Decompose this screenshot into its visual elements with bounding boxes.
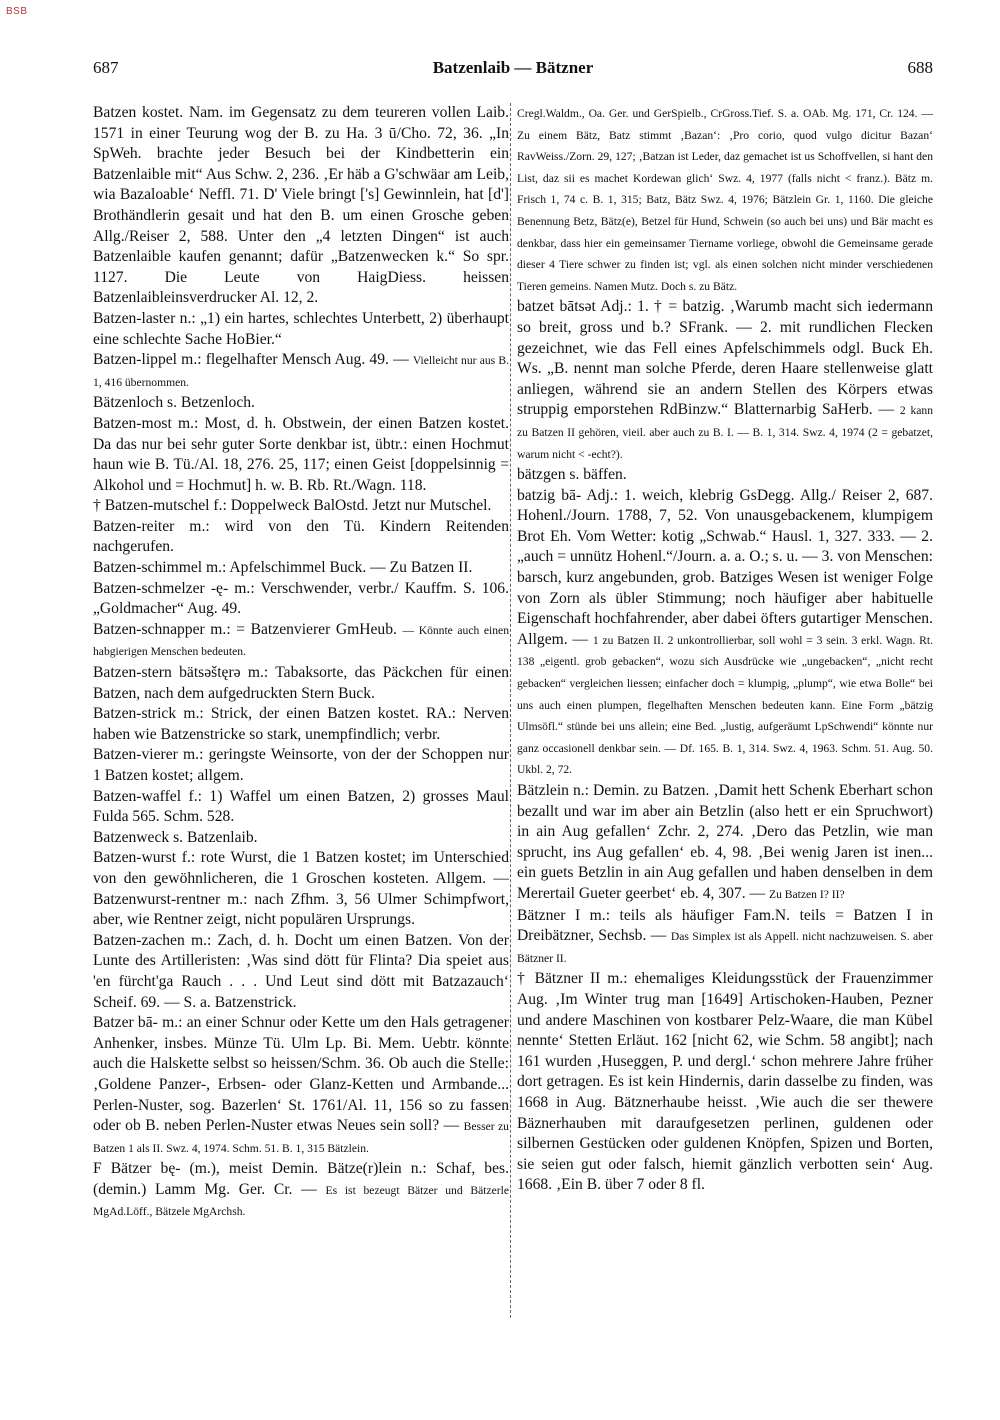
entry-text: Batzen-schmelzer -ę- m.: Verschwender, verbr./ Kauffm. S. 106. „Goldmacher“ Aug. 49. xyxy=(93,579,509,618)
page-number-left: 687 xyxy=(93,58,119,77)
page-header xyxy=(93,58,933,84)
entry-text: F Bätzer bę- (m.), meist Demin. Bätze(r)lein n.: Schaf, bes. (demin.) Lamm Mg. Ger. Cr. — xyxy=(93,1160,509,1198)
dictionary-entry xyxy=(93,1013,509,1159)
entry-note: Das Simplex ist als Appell. nicht nachzuweisen. S. aber Bätzner II. xyxy=(517,930,933,965)
entry-note: Cregl.Waldm., Oa. Ger. und GerSpielb., CrGross.Tief. S. a. OAb. Mg. 171, Cr. 124. — Zu einem Bätz, Batz stimmt ‚Bazan‘: ‚Pro corio, quod vulgo dicitur Bazan‘ RavWeiss./Zorn. 29, 127; ‚Batzan ist Leder, daz gemachet ist us Schoffvellen, si hant den List, daz sii es machet Kordewan glich‘ Swz. 4, 1977 (falls nicht < franz.). Bätz m. Frisch 1, 74 c. B. 1, 315; Batz, Bätz Swz. 4, 1976; Bätzlein Gr. 1, 1160. Die gleiche Benennung Betz, Bätz(e), Betzel für Hund, Schwein (so auch bei uns) und Bär macht es denkbar, dass hier ein gemeinsamer Tiername vorliege, obwohl die Gemeinsame gerade dieser 4 Tiere schwer zu finden ist; vgl. als einen solchen nicht minder verschiedenen Tieren gemeins. Namen Mutz. Doch s. zu Bätz. xyxy=(517,107,933,293)
entry-text: † Batzen-mutschel f.: Doppelweck BalOstd. Jetzt nur Mutschel. xyxy=(93,497,492,515)
entry-text: Bätzner I m.: teils als häufiger Fam.N. teils = Batzen I in Dreibätzner, Sechsb. — xyxy=(517,906,933,945)
entry-text: Batzen-laster n.: „1) ein hartes, schlechtes Unterbett, 2) überhaupt eine schlechte Sache HoBier.“ xyxy=(93,309,509,348)
right-column xyxy=(517,103,933,1196)
dictionary-entry xyxy=(93,103,509,309)
dictionary-entry xyxy=(517,486,933,781)
dictionary-entry xyxy=(93,745,509,786)
dictionary-entry xyxy=(93,787,509,828)
left-column xyxy=(93,103,509,1223)
dictionary-entry xyxy=(517,465,933,486)
entry-text: Batzen-zachen m.: Zach, d. h. Docht um einen Batzen. Von der Lunte des Artilleristen: ‚Was sind dött für Flinta? Dia speiet aus 'en fürcht'ga Rauch . . . Und Leut sind dött mit Batzazauch‘ Scheif. 69. — S. a. Batzenstrick. xyxy=(93,931,509,1011)
entry-text: batzet bātsət Adj.: 1. † = batzig. ‚Warumb macht sich iedermann so breit, gross und b.? SFrank. — 2. mit rundlichen Flecken gezeichnet, wie das Fell eines Apfelschimmels odgl. Buck Eh. Ws. „B. nennt man solche Pferde, deren Haare stellenweise glatt anliegen, während sie an andern Stellen des Körpers etwas struppig emporstehen RdBinzw.“ Blatternarbig SaHerb. — xyxy=(517,298,933,419)
entry-text: Batzen-most m.: Most, d. h. Obstwein, der einen Batzen kostet. Da das nur bei sehr guter Sorte denkbar ist, übtr.: einen Hochmut haun wie B. Tü./Al. 18, 276. 25, 117; einen Geist [doppelsinnig = Alkohol und = Hochmut] h. w. B. Rb. Rt./Wagn. 118. xyxy=(93,414,509,494)
dictionary-entry xyxy=(93,309,509,350)
dictionary-entry xyxy=(93,414,509,496)
dictionary-entry xyxy=(93,848,509,930)
dictionary-entry xyxy=(93,496,509,517)
dictionary-entry xyxy=(93,558,509,579)
entry-text: Batzen-schimmel m.: Apfelschimmel Buck. — Zu Batzen II. xyxy=(93,559,473,577)
entry-text: Batzen-waffel f.: 1) Waffel um einen Batzen, 2) grosses Maul Fulda 565. Schm. 528. xyxy=(93,787,509,826)
entry-note: Vielleicht nur aus B. 1, 416 übernommen. xyxy=(93,354,509,389)
entry-text: † Bätzner II m.: ehemaliges Kleidungsstück der Frauenzimmer Aug. ‚Im Winter trug man [1649] Artischoken-Hauben, Pezner und andere Maschinen von kostbarer Pelz-Waare, die man Kübel nennte‘ Stetten Erläut. 162 [nicht 62, wie Schm. 58 angibt]; nach 161 wurden ‚Huseggen, P. und dergl.‘ schon mehrere Jahre früher dort getragen. Es ist kein Hindernis, darin dasselbe zu finden, was 1668 in Aug. Bätznerhaube heisst. ‚Wie auch die ser thewere Bäznerhauben mit daraufgesetzen perlinen, guldenen oder silbernen Gestücken oder guldenen Knöpfen, Spizen und Borten, sie seien gut oder falsch, hiemit gänzlich verbotten sein‘ Aug. 1668. ‚Ein B. über 7 oder 8 fl. xyxy=(517,970,933,1194)
page-number-right: 688 xyxy=(907,58,933,77)
dictionary-entry xyxy=(517,297,933,465)
entry-note: 2 kann zu Batzen II gehören, vieil. aber auch zu B. I. — B. 1, 314. Swz. 4, 1974 (2 = gebatzet, warum nicht < -echt?). xyxy=(517,404,933,461)
dictionary-entry xyxy=(93,828,509,849)
entry-text: batzig bā- Adj.: 1. weich, klebrig GsDegg. Allg./ Reiser 2, 687. Hohenl./Journ. 1788, 7, 52. Von unausgebackenem, klumpigem Brot Eh. Vom Wetter: kotig „Schwab.“ Hausl. 1, 327. 333. — 2. „auch = unnütz Hohenl.“/Journ. a. a. O.; s. u. — 3. von Menschen: barsch, kurz angebunden, grob. Batziges Wesen ist weniger Folge von Zorn als übler Stimmung; noch häufiger aber habituelle Eigenschaft hochfahrender, aber dabei öfters gutartiger Menschen. Allgem. — xyxy=(517,486,933,648)
entry-text: Batzer bā- m.: an einer Schnur oder Kette um den Hals getragener Anhenker, insbes. Münze Tü. Ulm Lp. Bi. Mem. Uebtr. könnte auch die Halskette selbst so heissen/Schm. 36. Ob auch die Stelle: ‚Goldene Panzer-, Erbsen- oder Glanz-Ketten und Armbande... Perlen-Nuster, sog. Bazerlen‘ St. 1761/Al. 11, 156 so zu fassen oder ob B. neben Perlen-Nuster etwas Neues sein soll? — xyxy=(93,1014,509,1135)
entry-text: Bätzlein n.: Demin. zu Batzen. ‚Damit hett Schenk Eberhart schon bezallt und war im aber ain Betzlin (also hett er ein Spruchwort) in ain Aug gefallen‘ Zchr. 2, 274. ‚Dero das Petzlin, wie man sprucht, ins Aug gefallen‘ eb. 4, 98. ‚Bei wenig Jaren ist inen... ein guets Betzlin in ain Aug gefallen und haben denselben in dem Merertail Gueter geerbet‘ eb. 4, 307. — xyxy=(517,782,933,902)
dictionary-entry xyxy=(93,393,509,414)
dictionary-entry xyxy=(517,103,933,297)
entry-text: Bätzenloch s. Betzenloch. xyxy=(93,394,255,412)
entry-text: Batzen-vierer m.: geringste Weinsorte, von der der Schoppen nur 1 Batzen kostet; allgem. xyxy=(93,746,509,784)
dictionary-entry xyxy=(93,1159,509,1223)
entry-text: Batzen-stern bätsəštęrə m.: Tabaksorte, das Päckchen für einen Batzen, nach dem aufgedruckten Stern Buck. xyxy=(93,664,509,702)
entry-text: Batzen-schnapper m.: = Batzenvierer GmHeub. xyxy=(93,620,397,638)
dictionary-entry xyxy=(93,931,509,1013)
entry-text: Batzen-wurst f.: rote Wurst, die 1 Batzen kostet; im Unterschied von den gewöhnlicheren, die 1 Groschen kosteten. Allgem. — Batzenwurst-rentner m.: nach Zfhm. 3, 56 Ulmer Schimpfwort, aber, wie Rentner zeigt, nicht populären Ursprungs. xyxy=(93,849,509,929)
dictionary-entry xyxy=(93,350,509,393)
column-divider xyxy=(510,103,512,1318)
page-title: Batzenlaib — Bätzner xyxy=(432,58,594,77)
entry-text: Batzen-strick m.: Strick, der einen Batzen kostet. RA.: Nerven haben wie Batzenstricke so stark, unempfindlich; verbr. xyxy=(93,705,509,743)
dictionary-entry xyxy=(93,620,509,663)
entry-text: Batzenweck s. Batzenlaib. xyxy=(93,828,258,846)
dictionary-entry xyxy=(517,781,933,906)
entry-text: bätzgen s. bäffen. xyxy=(517,466,627,484)
dictionary-entry xyxy=(517,906,933,970)
entry-text: Batzen kostet. Nam. im Gegensatz zu dem teureren vollen Laib. 1571 in einer Teurung wog der B. zu Ha. 3 ū/Cho. 72, 36. „In SpWeh. brachte jeder Besuch bei der Kindbetterin ein Batzenlaible mit“ Aus Schw. 2, 236. ‚Er häb a G'schwäar am Leib, wia Bazaloable‘ Neffl. 71. D' Viele bringt ['s] Gewinnlein, hat [d'] Brothändlerin gesait und hat den B. um einen Grosche geben Allg./Reiser 2, 588. Unter den „4 letzten Dingen“ ist auch Batzenlaible kaufen genannt; dafür „Batzenwecken k.“ So spr. 1127. Die Leute von HaigDiess. heissen Batzenlaibleinsverdrucker Al. 12, 2. xyxy=(93,104,509,307)
dictionary-entry xyxy=(93,579,509,620)
entry-text: Batzen-reiter m.: wird von den Tü. Kindern Reitenden nachgerufen. xyxy=(93,517,509,556)
dictionary-entry xyxy=(93,663,509,704)
entry-text: Batzen-lippel m.: flegelhafter Mensch Aug. 49. — xyxy=(93,351,409,369)
entry-note: 1 zu Batzen II. 2 unkontrollierbar, soll wohl = 3 sein. 3 erkl. Wagn. Rt. 138 „eigentl. grob gebacken“, wozu sich Ausdrücke wie „ungebacken“, „nicht recht gebacken“ vergleichen liessen; einfacher doch = klumpig, „plump“, wie etwa Bolle“ bei uns auch einen plumpen, flegelhaften Menschen bedeuten kann. Eine Form „bätzig Ulmsöfl.“ stünde bei uns allein; eine Bed. „lustig, aufgeräumt LpSchwendi“ könnte nur ganz occasionell denkbar sein. — Df. 165. B. 1, 314. Swz. 4, 1963. Schm. 51. Aug. 50. Ukbl. 2, 72. xyxy=(517,633,933,777)
library-stamp: BSB xyxy=(6,6,28,17)
entry-note: Es ist bezeugt Bätzer und Bätzerle MgAd.Löff., Bätzele MgArchsh. xyxy=(93,1183,509,1219)
dictionary-entry xyxy=(517,969,933,1196)
entry-note: Besser zu Batzen 1 als II. Swz. 4, 1974. Schm. 51. B. 1, 315 Bätzlein. xyxy=(93,1120,509,1155)
dictionary-entry xyxy=(93,704,509,745)
entry-note: Zu Batzen I? II? xyxy=(769,887,845,901)
dictionary-entry xyxy=(93,517,509,558)
entry-note: — Könnte auch einen habgierigen Menschen bedeuten. xyxy=(93,623,509,659)
